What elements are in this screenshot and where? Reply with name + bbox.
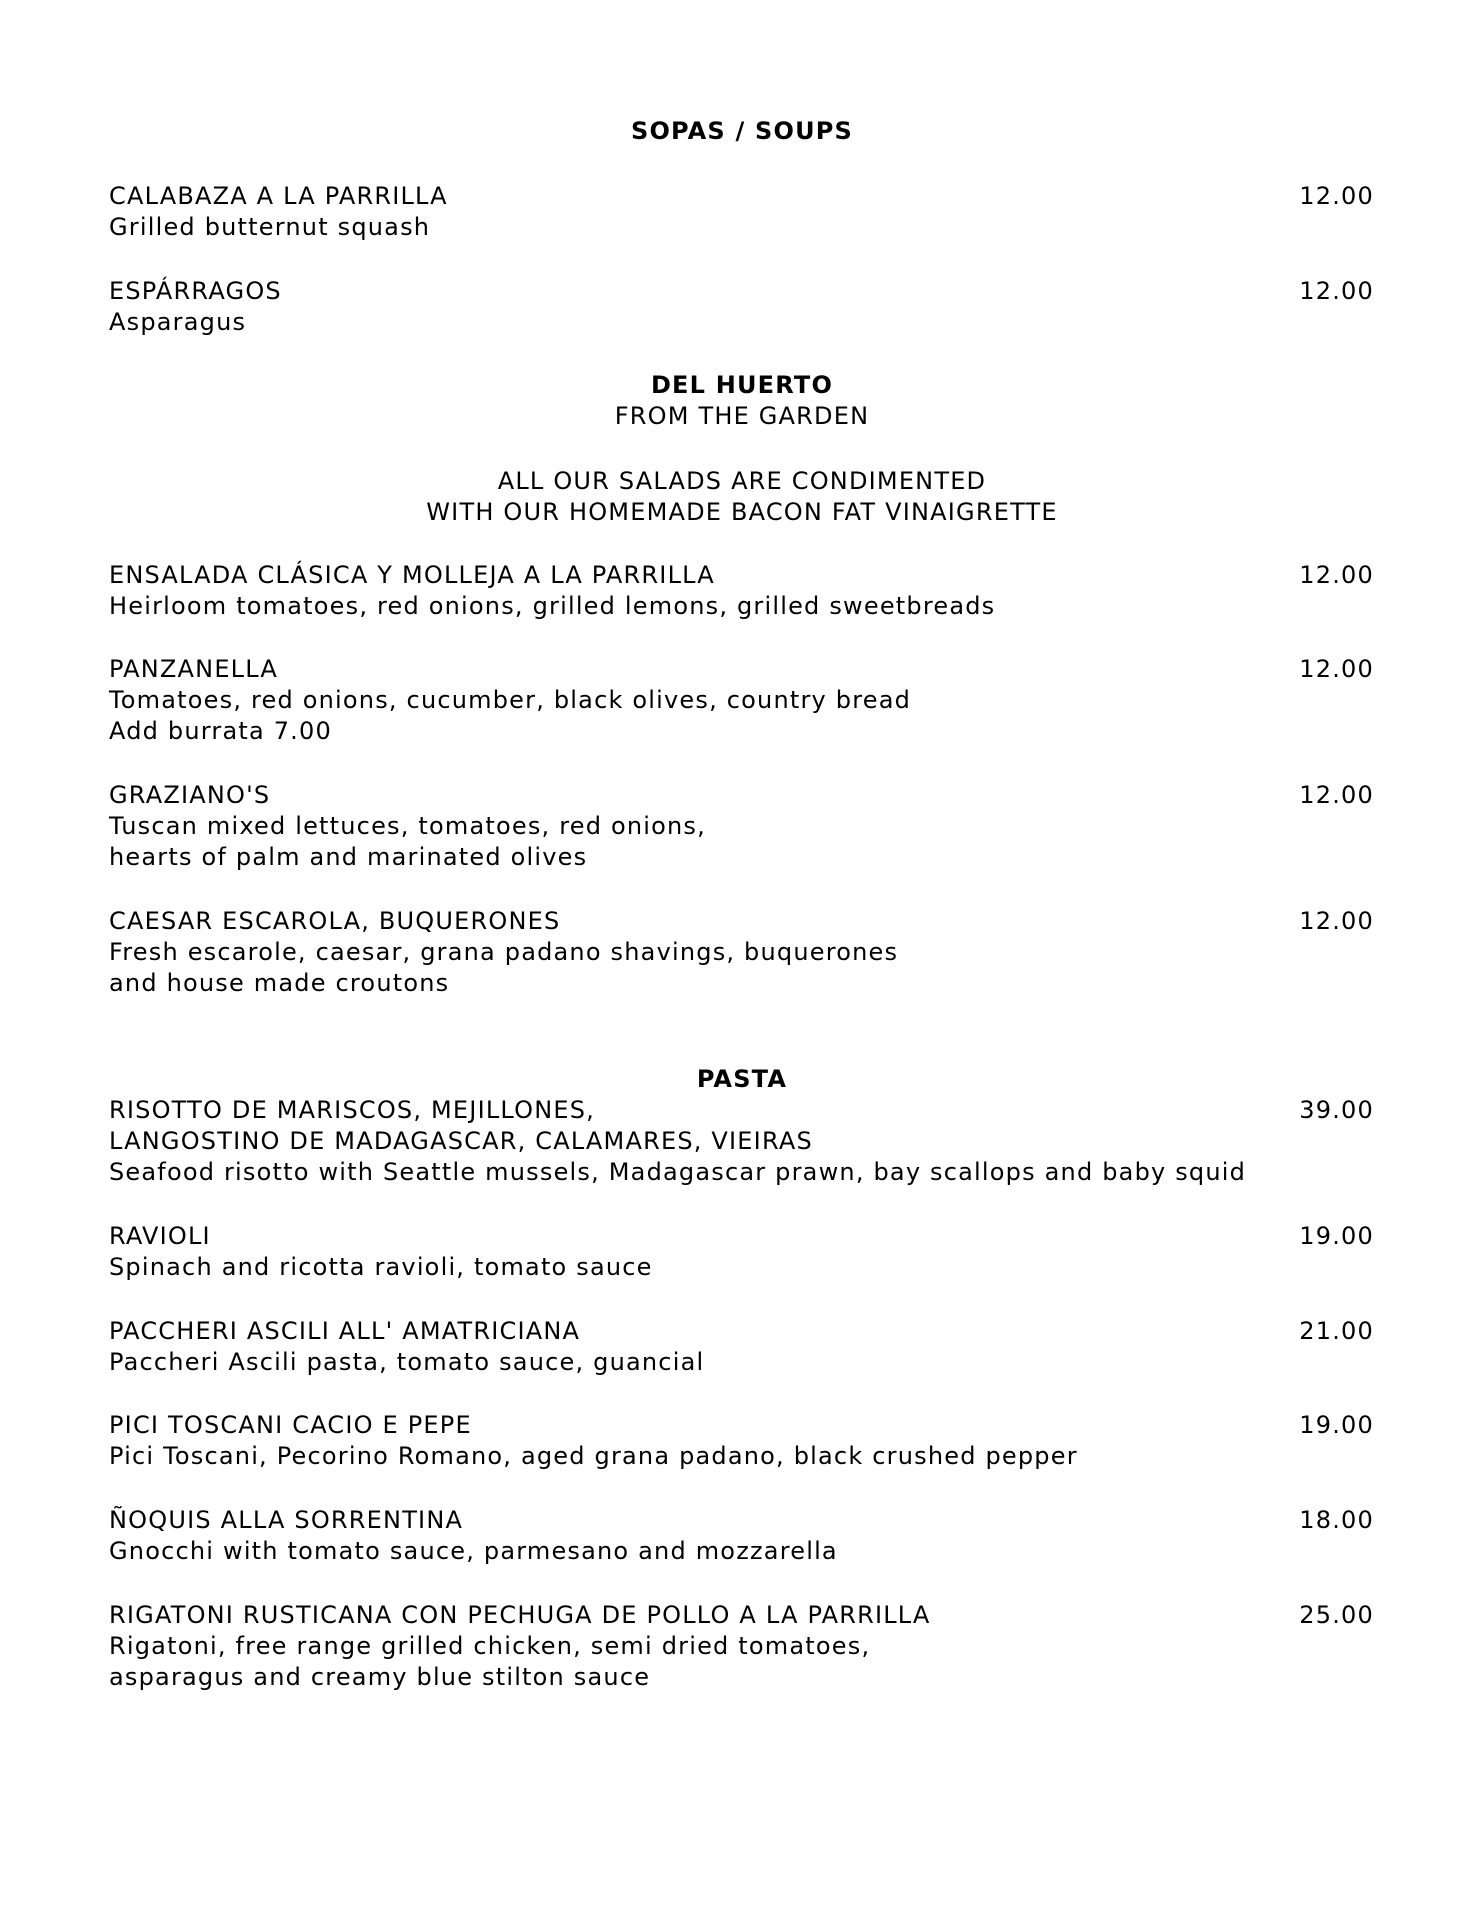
menu-item-description: Paccheri Ascili pasta, tomato sauce, guancial [109, 1348, 705, 1376]
menu-item-price: 25.00 [1299, 1601, 1374, 1629]
menu-item-description: hearts of palm and marinated olives [109, 843, 588, 871]
menu-item-description: Tomatoes, red onions, cucumber, black olives, country bread [109, 686, 912, 714]
menu-item-name: PACCHERI ASCILI ALL' AMATRICIANA [109, 1317, 581, 1345]
section-title-pasta: PASTA [696, 1065, 788, 1093]
menu-item-price: 12.00 [1299, 907, 1374, 935]
section-note-line: ALL OUR SALADS ARE CONDIMENTED [497, 467, 987, 495]
menu-item-name: ESPÁRRAGOS [109, 277, 282, 305]
menu-item-price: 39.00 [1299, 1096, 1374, 1124]
section-title-garden: DEL HUERTO [650, 371, 834, 399]
menu-item-description: Spinach and ricotta ravioli, tomato sauce [109, 1253, 653, 1281]
menu-item-price: 12.00 [1299, 561, 1374, 589]
menu-item-description: asparagus and creamy blue stilton sauce [109, 1663, 651, 1691]
menu-item-description: Asparagus [109, 308, 247, 336]
menu-item-description: Tuscan mixed lettuces, tomatoes, red onions, [109, 812, 706, 840]
menu-item-name: RISOTTO DE MARISCOS, MEJILLONES, [109, 1096, 596, 1124]
menu-item-name: CALABAZA A LA PARRILLA [109, 182, 448, 210]
menu-item-name: PANZANELLA [109, 655, 278, 683]
menu-item-description: Rigatoni, free range grilled chicken, semi dried tomatoes, [109, 1632, 871, 1660]
menu-item-description: Fresh escarole, caesar, grana padano shavings, buquerones [109, 938, 899, 966]
menu-item-description: Gnocchi with tomato sauce, parmesano and mozzarella [109, 1537, 838, 1565]
menu-item-price: 21.00 [1299, 1317, 1374, 1345]
menu-item-description: Seafood risotto with Seattle mussels, Madagascar prawn, bay scallops and baby squid [109, 1158, 1247, 1186]
menu-item-name: LANGOSTINO DE MADAGASCAR, CALAMARES, VIEIRAS [109, 1127, 813, 1155]
section-subtitle-garden: FROM THE GARDEN [614, 402, 870, 430]
menu-item-description: Heirloom tomatoes, red onions, grilled lemons, grilled sweetbreads [109, 592, 996, 620]
menu-item-description: Grilled butternut squash [109, 213, 431, 241]
menu-item-name: ENSALADA CLÁSICA Y MOLLEJA A LA PARRILLA [109, 561, 715, 589]
menu-item-name: RIGATONI RUSTICANA CON PECHUGA DE POLLO A LA PARRILLA [109, 1601, 931, 1629]
menu-item-price: 12.00 [1299, 655, 1374, 683]
menu-item-price: 12.00 [1299, 781, 1374, 809]
menu-item-description: Add burrata 7.00 [109, 717, 332, 745]
menu-item-name: PICI TOSCANI CACIO E PEPE [109, 1411, 472, 1439]
menu-item-price: 19.00 [1299, 1222, 1374, 1250]
menu-item-name: RAVIOLI [109, 1222, 211, 1250]
menu-item-name: ÑOQUIS ALLA SORRENTINA [109, 1506, 464, 1534]
menu-item-name: CAESAR ESCAROLA, BUQUERONES [109, 907, 561, 935]
menu-item-price: 18.00 [1299, 1506, 1374, 1534]
section-note-line: WITH OUR HOMEMADE BACON FAT VINAIGRETTE [426, 498, 1058, 526]
menu-item-price: 19.00 [1299, 1411, 1374, 1439]
menu-item-description: Pici Toscani, Pecorino Romano, aged grana padano, black crushed pepper [109, 1442, 1078, 1470]
menu-item-price: 12.00 [1299, 182, 1374, 210]
section-title-soups: SOPAS / SOUPS [630, 117, 854, 145]
menu-item-price: 12.00 [1299, 277, 1374, 305]
menu-item-name: GRAZIANO'S [109, 781, 271, 809]
menu-item-description: and house made croutons [109, 969, 450, 997]
